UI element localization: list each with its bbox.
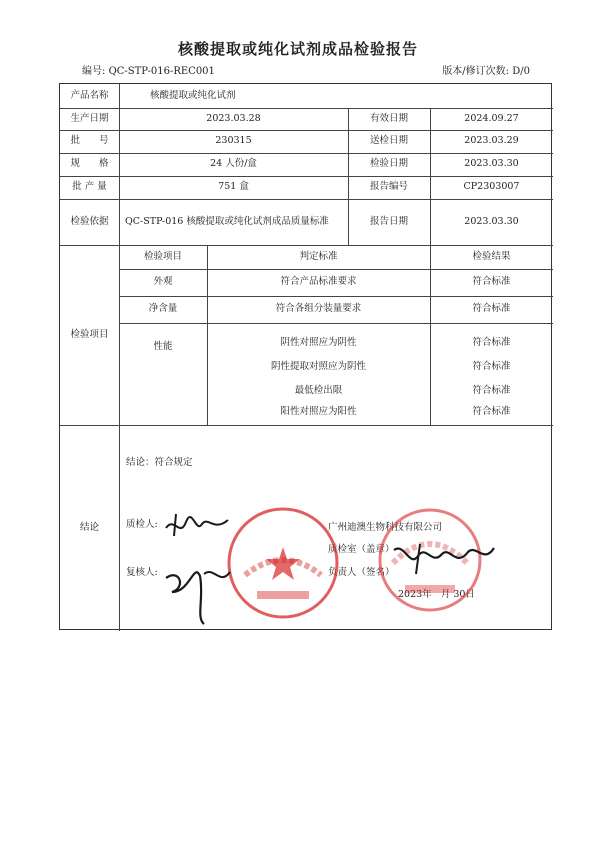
submit-date-label: 送检日期 [369,135,408,147]
spec-value: 24 人份/盒 [210,158,257,170]
basis-value: QC-STP-016 核酸提取或纯化试剂成品质量标准 [125,215,329,227]
result-lod: 符合标准 [472,384,511,396]
qty-label: 批 产 量 [72,181,107,193]
prod-date-value: 2023.03.28 [206,112,261,124]
header-standard: 判定标准 [299,250,338,262]
standard-net-content: 符合各组分装量要求 [275,303,362,315]
report-date-label: 报告日期 [369,215,408,227]
test-date-value: 2023.03.30 [464,158,519,170]
spec-label: 规 格 [70,158,109,170]
inspector-label: 质检人: [126,518,158,530]
qty-value: 751 盒 [218,181,249,193]
sign-date-day: 30 [453,588,466,600]
responsible-label: 负责人（签名） [328,566,395,578]
sign-date-day-char: 日 [465,588,475,600]
standard-negative-extraction: 阴性提取对照应为阴性 [270,360,366,372]
header-item: 检验项目 [143,250,182,262]
code-value: QC-STP-016-REC001 [108,66,215,77]
reviewer-signature [160,548,235,628]
company-name: 广州迪澳生物科技有限公司 [328,521,443,533]
report-date-value: 2023.03.30 [464,215,519,227]
result-negative-extraction: 符合标准 [472,360,511,372]
responsible-signature [390,538,500,578]
standard-lod: 最低检出限 [294,384,343,396]
batch-value: 230315 [215,135,252,147]
item-net-content: 净含量 [148,303,178,315]
company-seal-stamp [225,505,341,621]
version-label: 版本/修订次数: [442,66,510,77]
result-negative-control: 符合标准 [472,336,511,348]
conclusion-text: 结论：符合规定 [126,456,193,468]
document-version [442,62,530,77]
standard-appearance: 符合产品标准要求 [280,276,357,288]
sign-date-month-char: 月 [440,588,451,600]
basis-label: 检验依据 [70,215,109,227]
submit-date-value: 2023.03.29 [464,135,519,147]
standard-negative-control: 阴性对照应为阴性 [280,336,357,348]
inspector-signature [162,510,232,540]
sign-date-year: 2023 [398,588,423,600]
result-appearance: 符合标准 [472,276,511,288]
sign-date-year-char: 年 [422,588,432,600]
reviewer-label: 复核人: [126,566,158,578]
item-appearance: 外观 [153,276,173,288]
conclusion-label: 结论 [79,521,99,533]
expiry-label: 有效日期 [369,112,408,124]
document-title: 核酸提取或纯化试剂成品检验报告 [177,40,418,58]
product-name-label: 产品名称 [70,89,109,101]
report-no-label: 报告编号 [369,181,408,193]
document-code [82,62,215,77]
batch-label: 批 号 [70,135,109,147]
expiry-value: 2024.09.27 [464,112,519,124]
code-label: 编号: [82,66,106,77]
result-positive-control: 符合标准 [472,405,511,417]
items-section-label: 检验项目 [70,328,109,340]
report-no-value: CP2303007 [463,181,520,193]
product-name-value: 核酸提取或纯化试剂 [150,89,236,101]
header-result: 检验结果 [472,250,511,262]
test-date-label: 检验日期 [369,158,408,170]
qa-dept: 质检室（盖章） [328,543,395,555]
result-net-content: 符合标准 [472,303,511,315]
standard-positive-control: 阳性对照应为阳性 [280,405,357,417]
version-value: D/0 [512,66,530,77]
prod-date-label: 生产日期 [70,112,109,124]
item-performance: 性能 [153,340,173,352]
